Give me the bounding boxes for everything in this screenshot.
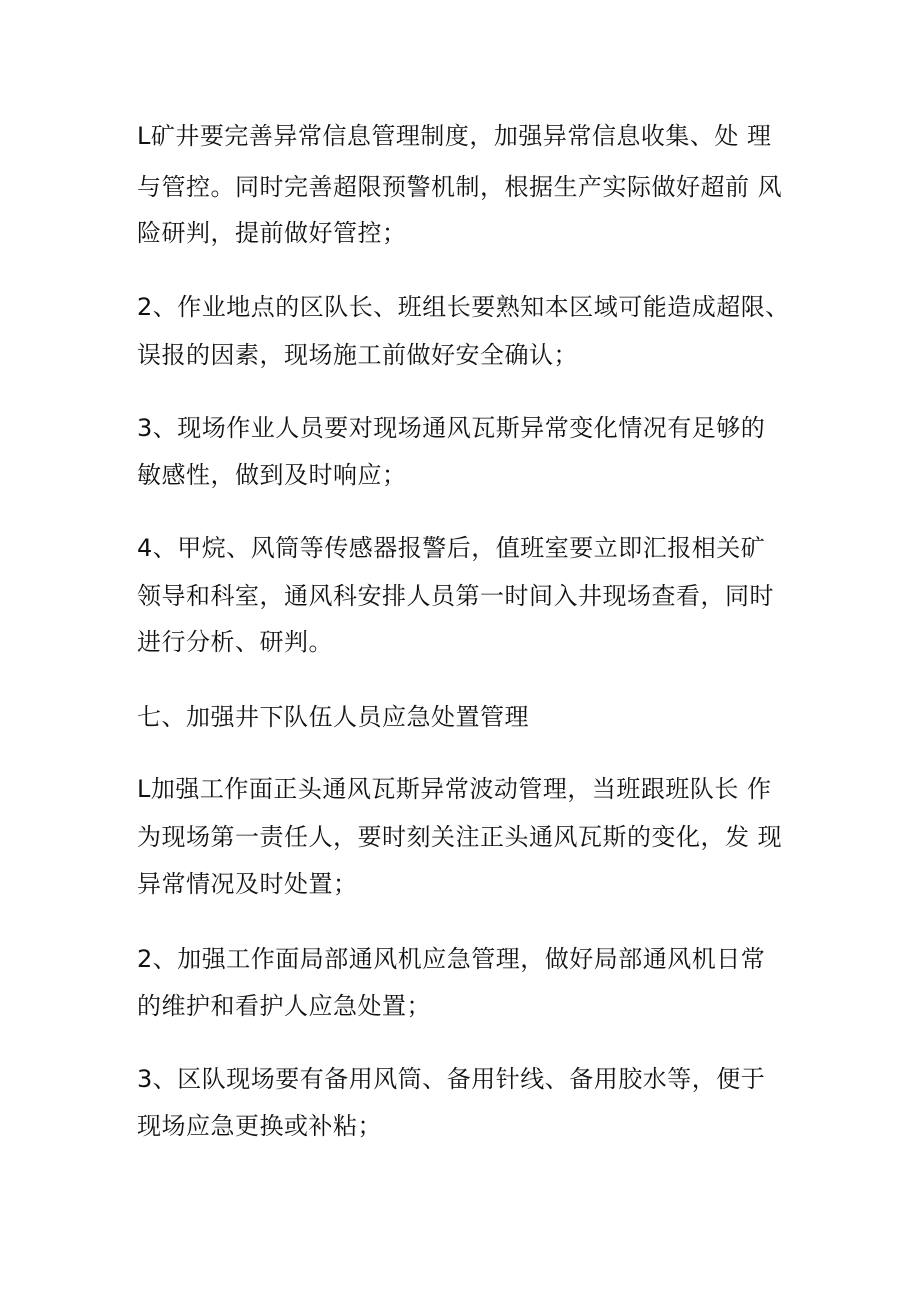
section-heading: 七、加强井下队伍人员应急处置管理 [137,703,529,731]
paragraph-6-line-3: 异常情况及时处置； [137,870,358,898]
paragraph-1-line-2: 与管控。同时完善超限预警机制，根据生产实际做好超前 风 [137,173,783,201]
paragraph-4-line-3: 进行分析、研判。 [137,628,333,656]
paragraph-7-line-2: 的维护和看护人应急处置； [137,992,431,1020]
paragraph-2-line-1: 2、作业地点的区队长、班组长要熟知本区域可能造成超限、 [137,293,790,321]
paragraph-1-line-3: 险研判，提前做好管控； [137,219,407,247]
paragraph-7-line-1: 2、加强工作面局部通风机应急管理，做好局部通风机日常 [137,945,766,973]
paragraph-8-line-1: 3、区队现场要有备用风筒、备用针线、备用胶水等，便于 [137,1065,766,1093]
paragraph-1-line-1: L矿井要完善异常信息管理制度，加强异常信息收集、处 理 [137,122,772,150]
paragraph-8-line-2: 现场应急更换或补粘； [137,1112,382,1140]
paragraph-3-line-1: 3、现场作业人员要对现场通风瓦斯异常变化情况有足够的 [137,414,766,442]
paragraph-6-line-1: L加强工作面正头通风瓦斯异常波动管理，当班跟班队长 作 [137,775,772,803]
paragraph-3-line-2: 敏感性，做到及时响应； [137,461,407,489]
paragraph-4-line-2: 领导和科室，通风科安排人员第一时间入井现场查看，同时 [137,582,774,610]
paragraph-4-line-1: 4、甲烷、风筒等传感器报警后，值班室要立即汇报相关矿 [137,534,766,562]
paragraph-6-line-2: 为现场第一责任人，要时刻关注正头通风瓦斯的变化，发 现 [137,823,783,851]
paragraph-2-line-2: 误报的因素，现场施工前做好安全确认； [137,341,578,369]
